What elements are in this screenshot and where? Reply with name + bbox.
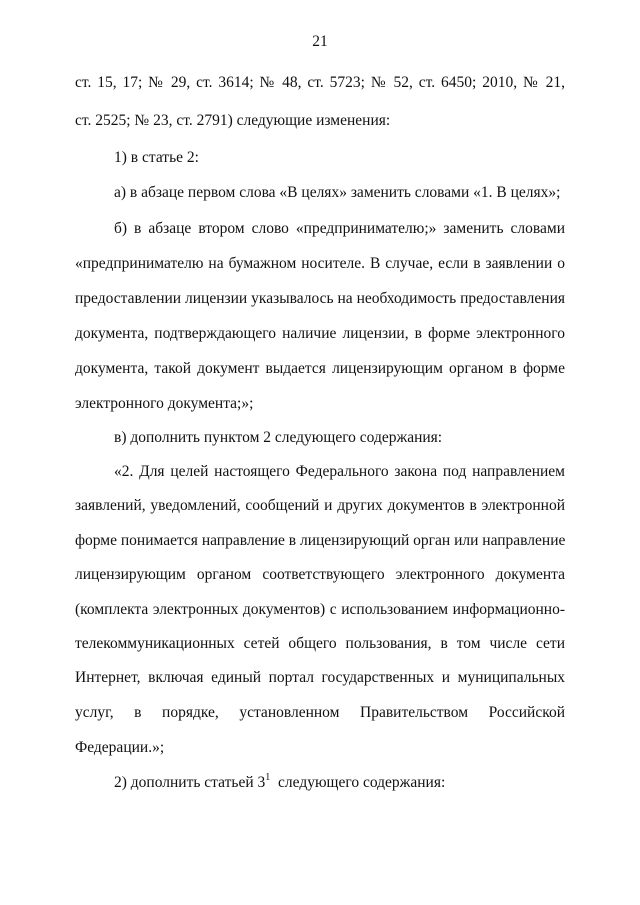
text-line: [114, 773, 565, 793]
article-superscript: 1: [265, 772, 271, 783]
page-number: 21: [312, 33, 328, 50]
text-line: ст. 15, 17; № 29, ст. 3614; № 48, ст. 5723; № 52, ст. 6450; 2010, № 21,: [75, 74, 565, 91]
article-text: 2) дополнить статьей 3: [114, 774, 266, 791]
text-line: лицензирующим органом соответствующего электронного документа: [75, 566, 565, 583]
text-line: (комплекта электронных документов) с использованием информационно-: [75, 601, 565, 618]
text-line: документа, такой документ выдается лицензирующим органом в форме: [75, 360, 565, 377]
text-line: документа, подтверждающего наличие лицензии, в форме электронного: [75, 325, 565, 342]
text-line: Федерации.»;: [75, 739, 165, 756]
text-line: «2. Для целей настоящего Федерального закона под направлением: [114, 463, 565, 480]
text-line: Интернет, включая единый портал государственных и муниципальных: [75, 669, 565, 686]
text-line: заявлений, уведомлений, сообщений и других документов в электронной: [75, 497, 565, 514]
text-line: электронного документа;»;: [75, 395, 254, 412]
text-line: 1) в статье 2:: [114, 149, 199, 166]
text-line: предоставлении лицензии указывалось на необходимость предоставления: [75, 290, 565, 307]
text-line: форме понимается направление в лицензирующий орган или направление: [75, 532, 566, 549]
text-line: телекоммуникационных сетей общего пользования, в том числе сети: [75, 635, 565, 652]
text-line: б) в абзаце втором слово «предпринимателю;» заменить словами: [114, 220, 565, 237]
text-line: услуг, в порядке, установленном Правительством Российской: [75, 704, 565, 721]
text-line: а) в абзаце первом слова «В целях» заменить словами «1. В целях»;: [114, 184, 561, 201]
text-line: ст. 2525; № 23, ст. 2791) следующие изменения:: [75, 112, 391, 129]
text-line: «предпринимателю на бумажном носителе. В случае, если в заявлении о: [75, 255, 565, 272]
text-line: в) дополнить пунктом 2 следующего содержания:: [114, 429, 443, 446]
article-tail: следующего содержания:: [270, 774, 446, 791]
